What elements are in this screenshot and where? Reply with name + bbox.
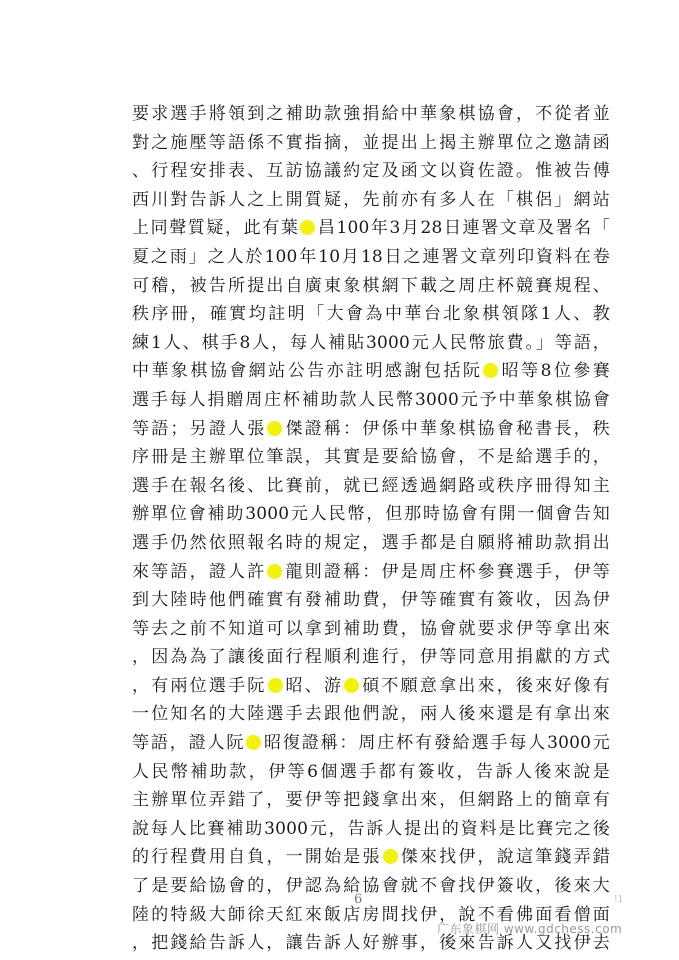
text-segment: 要求選手將領到之補助款強捐給中華象棋協會，不從者並	[132, 104, 610, 124]
text-line	[132, 815, 610, 844]
text-line	[132, 415, 610, 444]
text-segment: ，因為為了讓後面行程順利進行，伊等同意用捐獻的方式	[132, 647, 610, 668]
text-line	[132, 872, 610, 901]
text-line	[132, 500, 610, 529]
text-segment: 選手每人捐贈周庄杯補助款人民幣3000元予中華象棋協會	[132, 389, 610, 410]
text-line	[132, 300, 610, 329]
text-segment: 辦單位會補助3000元人民幣，但那時協會有開一個會告知	[132, 504, 610, 525]
edge-mark: !1	[614, 895, 624, 905]
text-line	[132, 157, 610, 186]
redaction-mark	[267, 421, 282, 436]
text-line	[132, 443, 610, 472]
text-line	[132, 472, 610, 501]
text-line	[132, 357, 610, 386]
text-line	[132, 615, 610, 644]
text-segment: 等語，證人阮	[132, 733, 246, 754]
text-line	[132, 243, 610, 272]
text-line	[132, 129, 610, 158]
text-line	[132, 729, 610, 758]
text-segment: 來等語，證人許	[132, 561, 267, 582]
text-segment: 昭復證稱：周庄杯有發給選手每人3000元	[262, 733, 611, 754]
watermark-text: 广东象棋网 www.gdchess.com	[437, 922, 623, 936]
redaction-mark	[483, 363, 498, 378]
text-segment: 碩不願意拿出來，後來好像有	[360, 675, 610, 696]
text-segment: 陸的特級大師徐天紅來飯店房間找伊，說不看佛面看僧面	[132, 904, 610, 925]
text-segment: 一位知名的大陸選手去跟他們說，兩人後來還是有拿出來	[132, 704, 610, 725]
text-line	[132, 272, 610, 301]
text-segment: 人民幣補助款，伊等6個選手都有簽收，告訴人後來說是	[132, 761, 610, 782]
text-segment: 昭等8位參賽	[499, 361, 610, 382]
text-segment: 中華象棋協會網站公告亦註明感謝包括阮	[132, 361, 483, 382]
redaction-mark	[246, 735, 261, 750]
text-segment: 了是要給協會的，伊認為給協會就不會找伊簽收，後來大	[132, 876, 610, 897]
text-segment: 等去之前不知道可以拿到補助費，協會就要求伊等拿出來	[132, 618, 610, 639]
redaction-mark	[268, 678, 283, 693]
text-segment: 、行程安排表、互訪協議約定及函文以資佐證。惟被告傅	[132, 161, 610, 182]
text-line	[132, 643, 610, 672]
text-segment: 可稽，被告所提出自廣東象棋網下載之周庄杯競賽規程、	[132, 275, 610, 296]
text-segment: 說每人比賽補助3000元，告訴人提出的資料是比賽完之後	[132, 818, 610, 839]
text-segment: 選手仍然依照報名時的規定，選手都是自願將補助款捐出	[132, 532, 610, 553]
text-line	[132, 786, 610, 815]
text-segment: 練1人、棋手8人，每人補貼3000元人民幣旅費。」等語，	[132, 332, 610, 353]
text-segment: 的行程費用自負，一開始是張	[132, 847, 382, 868]
judgment-body-text	[132, 100, 610, 958]
text-segment: 等語；另證人張	[132, 418, 267, 439]
text-line	[132, 700, 610, 729]
text-line	[132, 329, 610, 358]
redaction-mark	[300, 220, 315, 235]
text-segment: 秩序冊，確實均註明「大會為中華台北象棋領隊1人、教	[132, 304, 610, 325]
text-line	[132, 386, 610, 415]
text-segment: ，把錢給告訴人，讓告訴人好辦事，後來告訴人又找伊去	[132, 933, 610, 954]
text-segment: 選手在報名後、比賽前，就已經透過網路或秩序冊得知主	[132, 475, 610, 496]
text-segment: 到大陸時他們確實有發補助費，伊等確實有簽收，因為伊	[132, 590, 610, 611]
text-segment: 主辦單位弄錯了，要伊等把錢拿出來，但網路上的簡章有	[132, 790, 610, 811]
page-number: 6	[354, 892, 363, 907]
text-line	[132, 529, 610, 558]
redaction-mark	[383, 849, 398, 864]
text-line	[132, 758, 610, 787]
text-line	[132, 214, 610, 243]
text-line	[132, 558, 610, 587]
text-segment: 西川對告訴人之上開質疑，先前亦有多人在「棋侶」網站	[132, 189, 610, 210]
text-line	[132, 100, 610, 129]
text-line	[132, 672, 610, 701]
text-segment: 對之施壓等語係不實指摘，並提出上揭主辦單位之邀請函	[132, 132, 610, 153]
redaction-mark	[344, 678, 359, 693]
text-segment: 傑來找伊，說這筆錢弄錯	[398, 847, 610, 868]
text-segment: 龍則證稱：伊是周庄杯參賽選手，伊等	[283, 561, 611, 582]
text-line	[132, 586, 610, 615]
redaction-mark	[267, 564, 282, 579]
text-segment: 序冊是主辦單位筆誤，其實是要給協會，不是給選手的，	[132, 447, 610, 468]
text-line	[132, 843, 610, 872]
text-segment: 昌100年3月28日連署文章及署名「	[316, 218, 610, 239]
text-segment: 昭、游	[283, 675, 344, 696]
text-segment: 傑證稱：伊係中華象棋協會秘書長，秩	[283, 418, 611, 439]
text-segment: 上同聲質疑，此有葉	[132, 218, 300, 239]
text-segment: ，有兩位選手阮	[132, 675, 267, 696]
text-segment: 夏之雨」之人於100年10月18日之連署文章列印資料在卷	[132, 246, 610, 267]
text-line	[132, 186, 610, 215]
